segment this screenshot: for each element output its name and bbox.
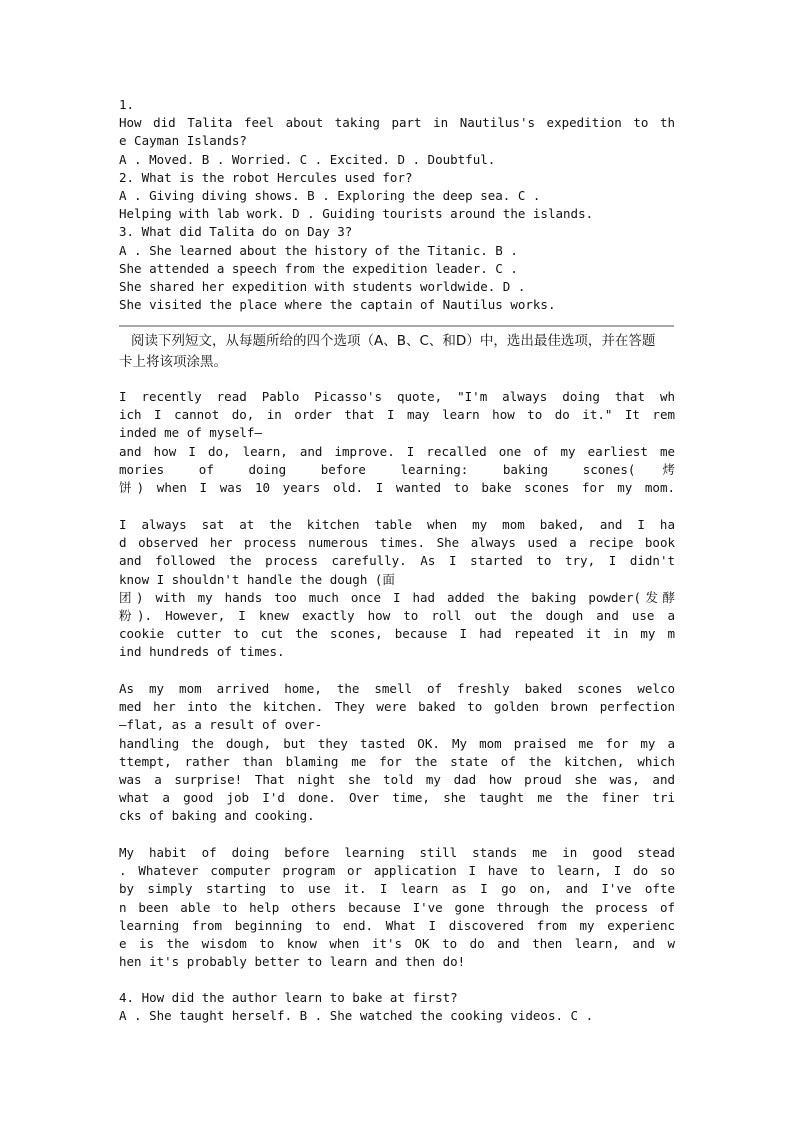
questions-part-2 xyxy=(119,989,675,1025)
passage-line: 团) with my hands too much once I had added the baking powder(发酵 xyxy=(119,589,675,605)
passage-line: As my mom arrived home, the smell of freshly baked scones welco xyxy=(119,681,675,696)
question-3-option-d: She visited the place where the captain of Nautilus works. xyxy=(119,297,556,313)
question-1-options: A . Moved. B . Worried. C . Excited. D . Doubtful. xyxy=(119,151,496,167)
passage-line: 饼) when I was 10 years old. I wanted to bake scones for my mom. xyxy=(119,479,675,495)
passage-line: hen it's probably better to learn and then do! xyxy=(119,954,466,970)
passage-line: I recently read Pablo Picasso's quote, "I'm always doing that wh xyxy=(119,389,675,404)
question-3-option-a: A . She learned about the history of the Titanic. B . xyxy=(119,242,518,258)
passage-line: ind hundreds of times. xyxy=(119,644,285,660)
passage-line: know I shouldn't handle the dough (面 xyxy=(119,571,395,587)
passage-paragraph-3 xyxy=(119,680,675,826)
question-1-number: 1. xyxy=(119,97,135,112)
passage-line: mories of doing before learning: baking scones(烤 xyxy=(119,461,675,477)
question-4-options: A . She taught herself. B . She watched the cooking videos. C . xyxy=(119,1008,594,1024)
passage-line: learning from beginning to end. What I discovered from my experienc xyxy=(119,917,675,933)
question-2-options: A . Giving diving shows. B . Exploring the deep sea. C . xyxy=(119,187,541,203)
instruction-line-1: 阅读下列短文，从每题所给的四个选项（A、B、C、和D）中，选出最佳选项，并在答题 xyxy=(131,333,656,349)
question-4-stem: 4. How did the author learn to bake at first? xyxy=(119,990,458,1005)
question-2-stem: 2. What is the robot Hercules used for? xyxy=(119,169,413,185)
passage-line: I always sat at the kitchen table when my mom baked, and I ha xyxy=(119,517,675,532)
passage-line: ich I cannot do, in order that I may learn how to do it." It rem xyxy=(119,407,675,423)
passage-line: by simply starting to use it. I learn as I go on, and I've ofte xyxy=(119,881,675,897)
passage-line: and how I do, learn, and improve. I recalled one of my earliest me xyxy=(119,443,675,459)
question-3-option-c: She shared her expedition with students worldwide. D . xyxy=(119,278,526,294)
passage-line: inded me of myself— xyxy=(119,425,262,441)
passage-line: was a surprise! That night she told my dad how proud she was, and xyxy=(119,771,675,787)
question-3-stem: 3. What did Talita do on Day 3? xyxy=(119,224,353,240)
passage-paragraph-2 xyxy=(119,516,675,662)
passage-paragraph-1 xyxy=(119,388,675,497)
passage-line: My habit of doing before learning still stands me in good stead xyxy=(119,845,675,860)
passage-line: . Whatever computer program or application I have to learn, I do so xyxy=(119,863,675,879)
passage-paragraph-4 xyxy=(119,844,675,971)
reading-instruction-cont xyxy=(119,352,675,373)
passage-line: handling the dough, but they tasted OK. My mom praised me for my a xyxy=(119,735,675,751)
passage-line: ttempt, rather than blaming me for the state of the kitchen, which xyxy=(119,753,675,769)
questions-part-1 xyxy=(119,96,675,314)
passage-line: n been able to help others because I've gone through the process of xyxy=(119,899,675,915)
passage-line: 粉). However, I knew exactly how to roll out the dough and use a xyxy=(119,607,675,623)
reading-instruction xyxy=(131,331,675,352)
question-2-options-cont: Helping with lab work. D . Guiding tourists around the islands. xyxy=(119,206,594,222)
passage-line: d observed her process numerous times. She always used a recipe book xyxy=(119,535,675,551)
passage-line: what a good job I'd done. Over time, she taught me the finer tri xyxy=(119,790,675,806)
passage-line: cookie cutter to cut the scones, because I had repeated it in my m xyxy=(119,626,675,642)
instruction-line-2: 卡上将该项涂黑。 xyxy=(119,354,227,370)
section-divider xyxy=(119,325,674,327)
passage-line: e is the wisdom to know when it's OK to do and then learn, and w xyxy=(119,935,675,951)
passage-line: med her into the kitchen. They were baked to golden brown perfection xyxy=(119,699,675,715)
passage-line: cks of baking and cooking. xyxy=(119,808,315,824)
passage-line: and followed the process carefully. As I started to try, I didn't xyxy=(119,553,675,569)
question-1-stem-cont: e Cayman Islands? xyxy=(119,133,247,149)
question-1-stem: How did Talita feel about taking part in Nautilus's expedition to th xyxy=(119,115,675,131)
question-3-option-b: She attended a speech from the expedition leader. C . xyxy=(119,260,518,276)
passage-line: —flat, as a result of over- xyxy=(119,717,323,733)
